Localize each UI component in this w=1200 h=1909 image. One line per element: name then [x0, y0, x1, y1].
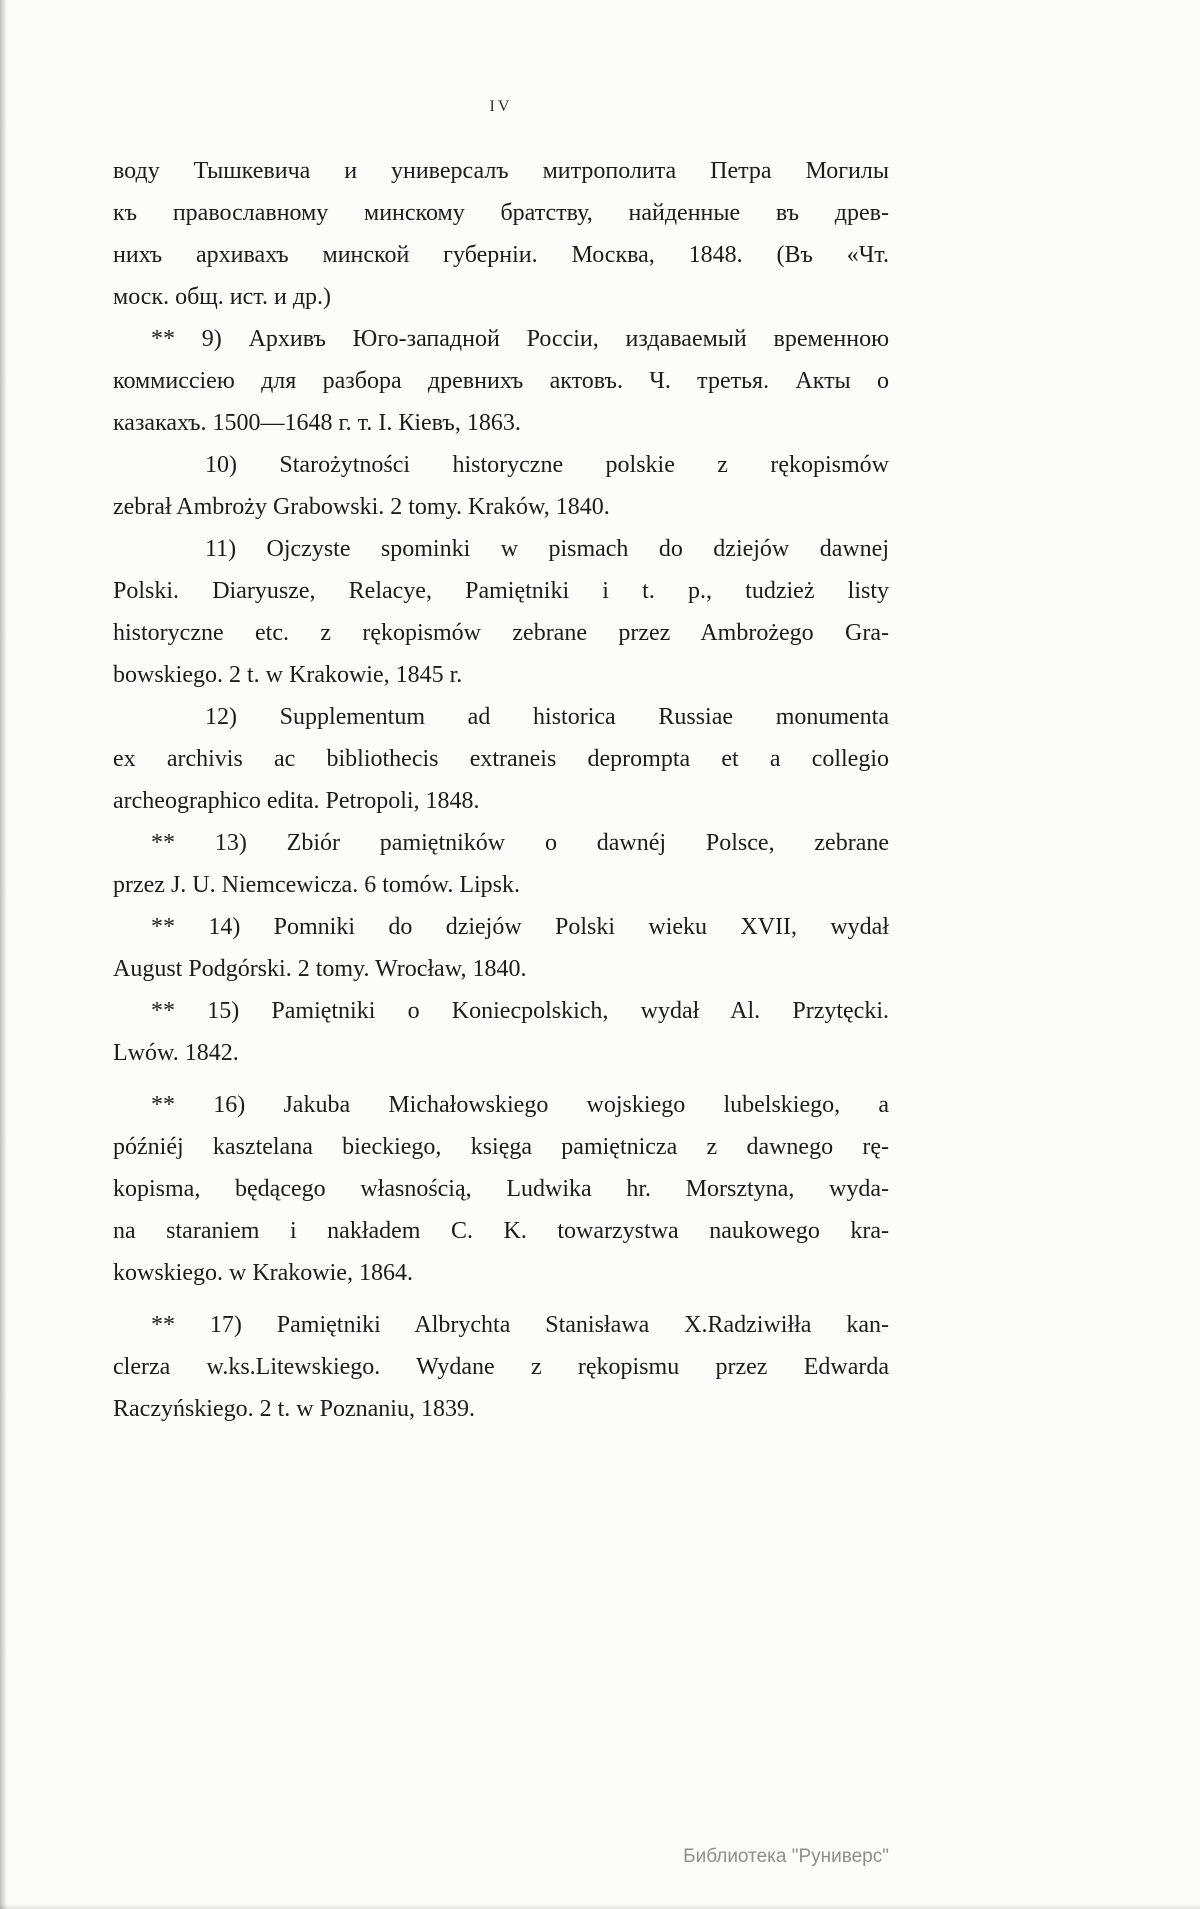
paragraph	[113, 150, 889, 318]
text-line: późniéj kasztelana bieckiego, księga pamiętnicza z dawnego rę-	[113, 1134, 889, 1160]
text-line: нихъ архивахъ минской губерніи. Москва, 1848. (Въ «Чт.	[113, 242, 889, 268]
text-line: къ православному минскому братству, найденные въ древ-	[113, 200, 889, 226]
text-line: zebrał Ambroży Grabowski. 2 tomy. Kraków, 1840.	[113, 494, 610, 520]
paragraph	[113, 822, 889, 906]
text-line: bowskiego. 2 t. w Krakowie, 1845 r.	[113, 662, 463, 688]
page-number: IV	[489, 98, 513, 115]
paragraph	[113, 444, 889, 528]
paragraph	[113, 1304, 889, 1430]
text-line: ** 16) Jakuba Michałowskiego wojskiego lubelskiego, a	[151, 1092, 889, 1118]
text-line: ** 14) Pomniki do dziejów Polski wieku XVII, wydał	[151, 914, 889, 940]
text-line: kowskiego. w Krakowie, 1864.	[113, 1260, 413, 1286]
library-watermark: Библиотека "Руниверс"	[683, 1846, 889, 1867]
paragraph	[113, 906, 889, 990]
paragraph	[113, 528, 889, 696]
text-line: ** 13) Zbiór pamiętników o dawnéj Polsce, zebrane	[151, 830, 889, 856]
text-line: ** 9) Архивъ Юго-западной Россіи, издаваемый временною	[151, 326, 889, 352]
text-line: Lwów. 1842.	[113, 1040, 239, 1066]
text-line: 10) Starożytności historyczne polskie z rękopismów	[205, 452, 889, 478]
text-line: historyczne etc. z rękopismów zebrane przez Ambrożego Gra-	[113, 620, 889, 646]
paragraph	[113, 696, 889, 822]
text-line: na staraniem i nakładem C. K. towarzystwa naukowego kra-	[113, 1218, 889, 1244]
text-line: ex archivis ac bibliothecis extraneis deprompta et a collegio	[113, 746, 889, 772]
text-line: коммиссіею для разбора древнихъ актовъ. Ч. третья. Акты о	[113, 368, 889, 394]
text-line: казакахъ. 1500—1648 г. т. I. Кіевъ, 1863.	[113, 410, 521, 436]
text-line: clerza w.ks.Litewskiego. Wydane z rękopismu przez Edwarda	[113, 1354, 889, 1380]
text-line: воду Тышкевича и универсалъ митрополита Петра Могилы	[113, 158, 889, 184]
paragraph	[113, 1084, 889, 1294]
text-line: Polski. Diaryusze, Relacye, Pamiętniki i t. p., tudzież listy	[113, 578, 889, 604]
text-line: 11) Ojczyste spominki w pismach do dziejów dawnej	[205, 536, 889, 562]
text-line: August Podgórski. 2 tomy. Wrocław, 1840.	[113, 956, 527, 982]
text-line: Raczyńskiego. 2 t. w Poznaniu, 1839.	[113, 1396, 475, 1422]
paragraph	[113, 990, 889, 1074]
text-line: моск. общ. ист. и др.)	[113, 284, 332, 310]
text-line: 12) Supplementum ad historica Russiae monumenta	[205, 704, 889, 730]
text-line: kopisma, będącego własnością, Ludwika hr. Morsztyna, wyda-	[113, 1176, 889, 1202]
text-line: ** 17) Pamiętniki Albrychta Stanisława X.Radziwiłła kan-	[151, 1312, 889, 1338]
text-line: ** 15) Pamiętniki o Koniecpolskich, wydał Al. Przytęcki.	[151, 998, 889, 1024]
page-body-text	[113, 150, 889, 1430]
text-line: archeographico edita. Petropoli, 1848.	[113, 788, 480, 814]
paragraph	[113, 318, 889, 444]
text-line: przez J. U. Niemcewicza. 6 tomów. Lipsk.	[113, 872, 520, 898]
